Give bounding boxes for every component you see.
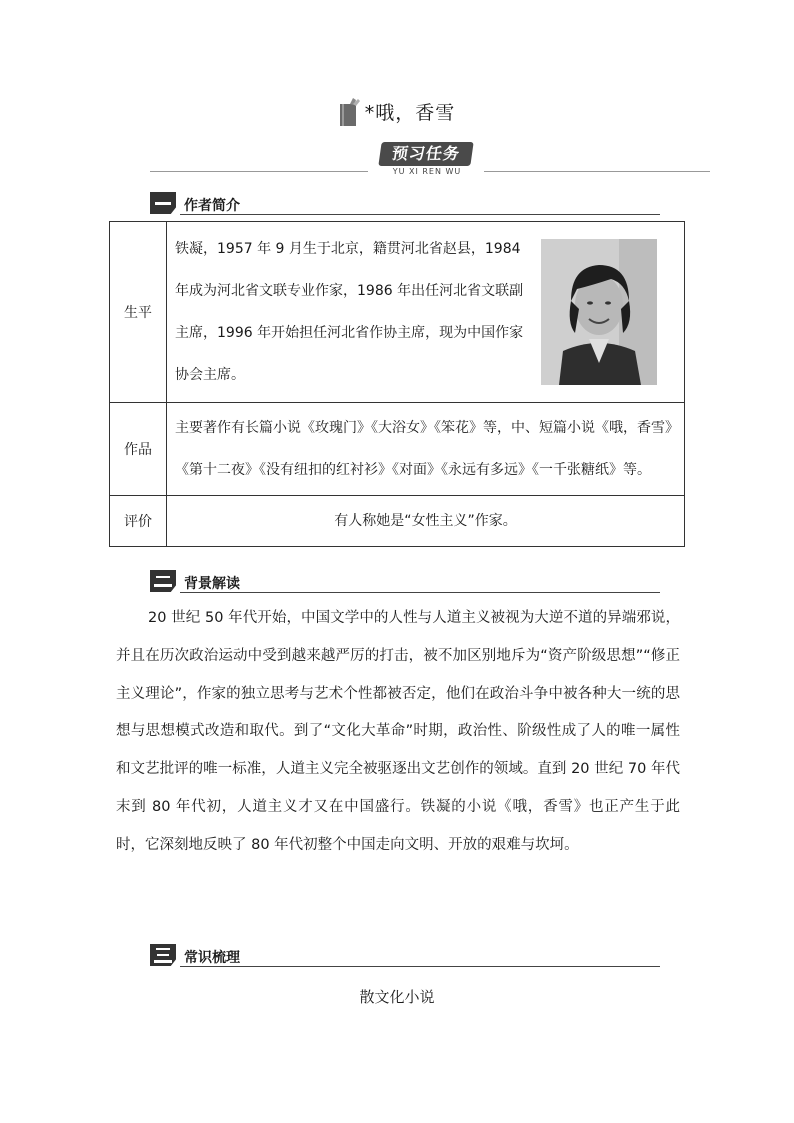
author-info-table [109,221,685,547]
table-row [110,222,685,403]
section-title: 作者简介 [184,198,240,214]
section-title: 常识梳理 [184,950,240,966]
title-wrap [339,98,456,128]
page-title: *哦，香雪 [364,102,456,124]
section-header-background [150,570,670,594]
table-row [110,403,685,496]
row-label: 生平 [110,222,167,403]
divider [180,966,660,967]
bio-text: 铁凝，1957 年 9 月生于北京，籍贯河北省赵县，1984 年成为河北省文联专业作家，1986 年出任河北省文联副主席，1996 年开始担任河北省作协主席，现为中国作家协会主席。 [175,241,524,383]
table-row [110,496,685,547]
section-header-knowledge [150,944,670,968]
knowledge-heading: 散文化小说 [359,988,435,1006]
section-header-author [150,192,670,216]
section-number-three-icon [150,944,176,966]
section-title: 背景解读 [184,576,240,592]
banner-row [150,140,710,176]
row-content [167,222,685,403]
background-paragraph: 20 世纪 50 年代开始，中国文学中的人性与人道主义被视为大逆不道的异端邪说，并且在历次政治运动中受到越来越严厉的打击，被不加区别地斥为“资产阶级思想”“修正主义理论”，作家的独立思考与艺术个性都被否定，他们在政治斗争中被各种大一统的思想与思想模式改造和取代。到了“文化大革命”时期，政治性、阶级性成了人的唯一属性和文艺批评的唯一标准，人道主义完全被驱逐出文艺创作的领域。直到 20 世纪 70 年代末到 80 年代初，人道主义才又在中国盛行。铁凝的小说《哦，香雪》也正产生于此时，它深刻地反映了 80 年代初整个中国走向文明、开放的艰难与坎坷。 [116,610,680,853]
divider [150,171,368,172]
banner-pinyin: YU XI REN WU [392,167,462,176]
divider [180,214,660,215]
divider [484,171,710,172]
book-icon [339,98,361,128]
section-number-one-icon [150,192,176,214]
divider [180,592,660,593]
row-label: 作品 [110,403,167,496]
section-number-two-icon [150,570,176,592]
row-label: 评价 [110,496,167,547]
title-row [0,98,794,132]
preview-task-banner: 预习任务 [378,142,473,166]
author-portrait [541,239,657,385]
row-content: 有人称她是“女性主义”作家。 [167,496,685,547]
row-content: 主要著作有长篇小说《玫瑰门》《大浴女》《笨花》等，中、短篇小说《哦，香雪》《第十二夜》《没有纽扣的红衬衫》《对面》《永远有多远》《一千张糖纸》等。 [167,403,685,496]
